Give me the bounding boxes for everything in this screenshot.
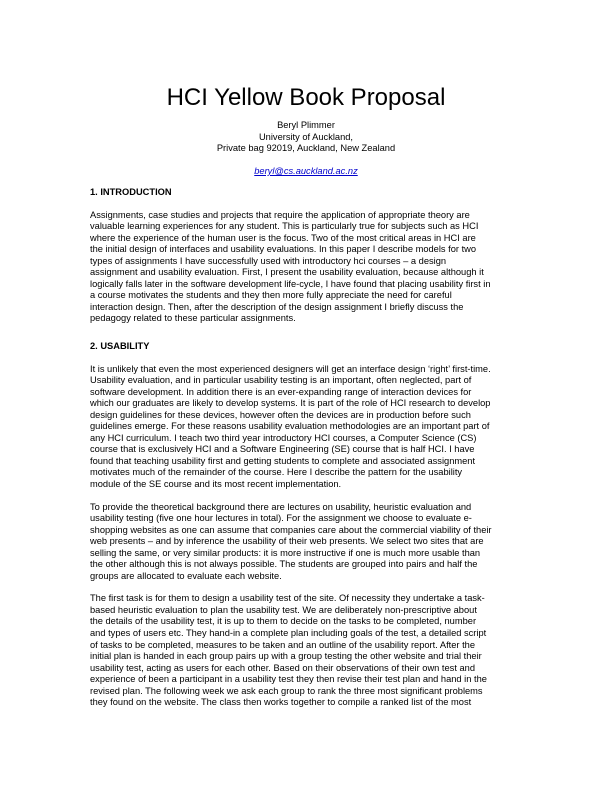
text-line: pedagogy related to these particular assignments. (90, 313, 296, 324)
author-affiliation: University of Auckland, (258, 131, 354, 142)
paragraph (90, 593, 530, 708)
text-line: It is unlikely that even the most experienced designers will get an interface design ‘right’ first-time. (90, 363, 491, 374)
text-line: web presents – and by inference the usability of their web presents. We select two sites that are (90, 536, 484, 547)
text-line: module of the SE course and its most recent implementation. (90, 478, 342, 489)
text-line: a course motivates the students and they then more fully appreciate the need for careful (90, 290, 452, 301)
text-line: types of assignments I have successfully used with introductory hci courses – a design (90, 255, 447, 266)
text-line: the details of the usability test, it is up to them to decide on the tasks to be completed, number (90, 616, 477, 627)
paragraph (90, 364, 530, 491)
text-line: the other although this is not always possible. The students are grouped into pairs and half the (90, 559, 478, 570)
text-line: To provide the theoretical background there are lectures on usability, heuristic evaluation and (90, 501, 472, 512)
text-line: valuable learning experiences for any student. This is particularly true for subjects such as HCI (90, 221, 479, 232)
document-title: HCI Yellow Book Proposal (166, 84, 446, 111)
text-line: course that is exclusively HCI and a Software Engineering (SE) course that is half HCI. I have (90, 444, 475, 455)
section-heading: 2. USABILITY (90, 341, 150, 351)
paragraph (90, 502, 530, 583)
text-line: software development. In addition there is an ever-expanding range of interaction devices for (90, 386, 472, 397)
text-line: revised plan. The following week we ask each group to rank the three most significant problems (90, 685, 483, 696)
text-line: found that teaching usability first and getting students to complete and associated assignment (90, 455, 476, 466)
text-line: design guidelines for these devices, however often the devices are in production before such (90, 409, 471, 420)
section-introduction (90, 187, 530, 325)
text-line: the initial design of interfaces and usability evaluations. In this paper I describe models for two (90, 244, 477, 255)
text-line: which our graduates are likely to develop systems. It is part of the role of HCI research to develop (90, 398, 491, 409)
text-line: where the experience of the human user is the focus. Two of the most critical areas in HCI are (90, 232, 476, 243)
text-line: The first task is for them to design a usability test of the site. Of necessity they undertake a task- (90, 593, 485, 604)
text-line: usability testing (five one hour lectures in total). For the assignment we choose to evaluate e- (90, 513, 472, 524)
text-line: interaction design. Then, after the description of the design assignment I briefly discuss the (90, 301, 464, 312)
text-line: assignment and usability evaluation. First, I present the usability evaluation, because although it (90, 267, 484, 278)
section-heading: 1. INTRODUCTION (90, 187, 172, 197)
text-line: groups are allocated to evaluate each website. (90, 570, 282, 581)
text-line: of tasks to be completed, measures to be taken and an outline of the usability report. After the (90, 639, 476, 650)
text-line: logically falls later in the software development life-cycle, I have found that placing usability first in (90, 278, 491, 289)
text-line: they found on the website. The class then works together to compile a ranked list of the most (90, 697, 472, 708)
text-line: Usability evaluation, and in particular usability testing is an important, often neglected, part of (90, 375, 472, 386)
paragraph (90, 210, 530, 325)
section-usability (90, 341, 530, 709)
text-line: motivates much of the remainder of the course. Here I describe the pattern for the usability (90, 467, 463, 478)
text-line: Assignments, case studies and projects that require the application of appropriate theory are (90, 209, 470, 220)
text-line: based heuristic evaluation to plan the usability test. We are deliberately non-prescriptive about (90, 604, 477, 615)
text-line: any HCI curriculum. I teach two third year introductory HCI courses, a Computer Science (CS) (90, 432, 477, 443)
author-email-line (0, 166, 612, 178)
author-address: Private bag 92019, Auckland, New Zealand (216, 143, 396, 153)
text-line: guidelines emerge. For these reasons usability evaluation methodologies are an important part of (90, 421, 490, 432)
text-line: usability test, acting as users for each other. Based on their observations of their own test and (90, 662, 476, 673)
text-line: experience of been a participant in a usability test they then revise their test plan and hand in the (90, 674, 487, 685)
text-line: shopping websites as one can assume that companies care about the commercial viability of their (90, 524, 492, 535)
text-line: selling the same, or very similar products: it is more instructive if one is much more usable than (90, 547, 481, 558)
author-name: Beryl Plimmer (277, 120, 335, 130)
text-line: and types of users etc. They hand-in a complete plan including goals of the test, a detailed script (90, 627, 487, 638)
author-email-link[interactable]: beryl@cs.auckland.ac.nz (254, 166, 358, 176)
text-line: initial plan is handed in each group pairs up with a group testing the other website and trial their (90, 651, 482, 662)
author-block (0, 120, 612, 155)
